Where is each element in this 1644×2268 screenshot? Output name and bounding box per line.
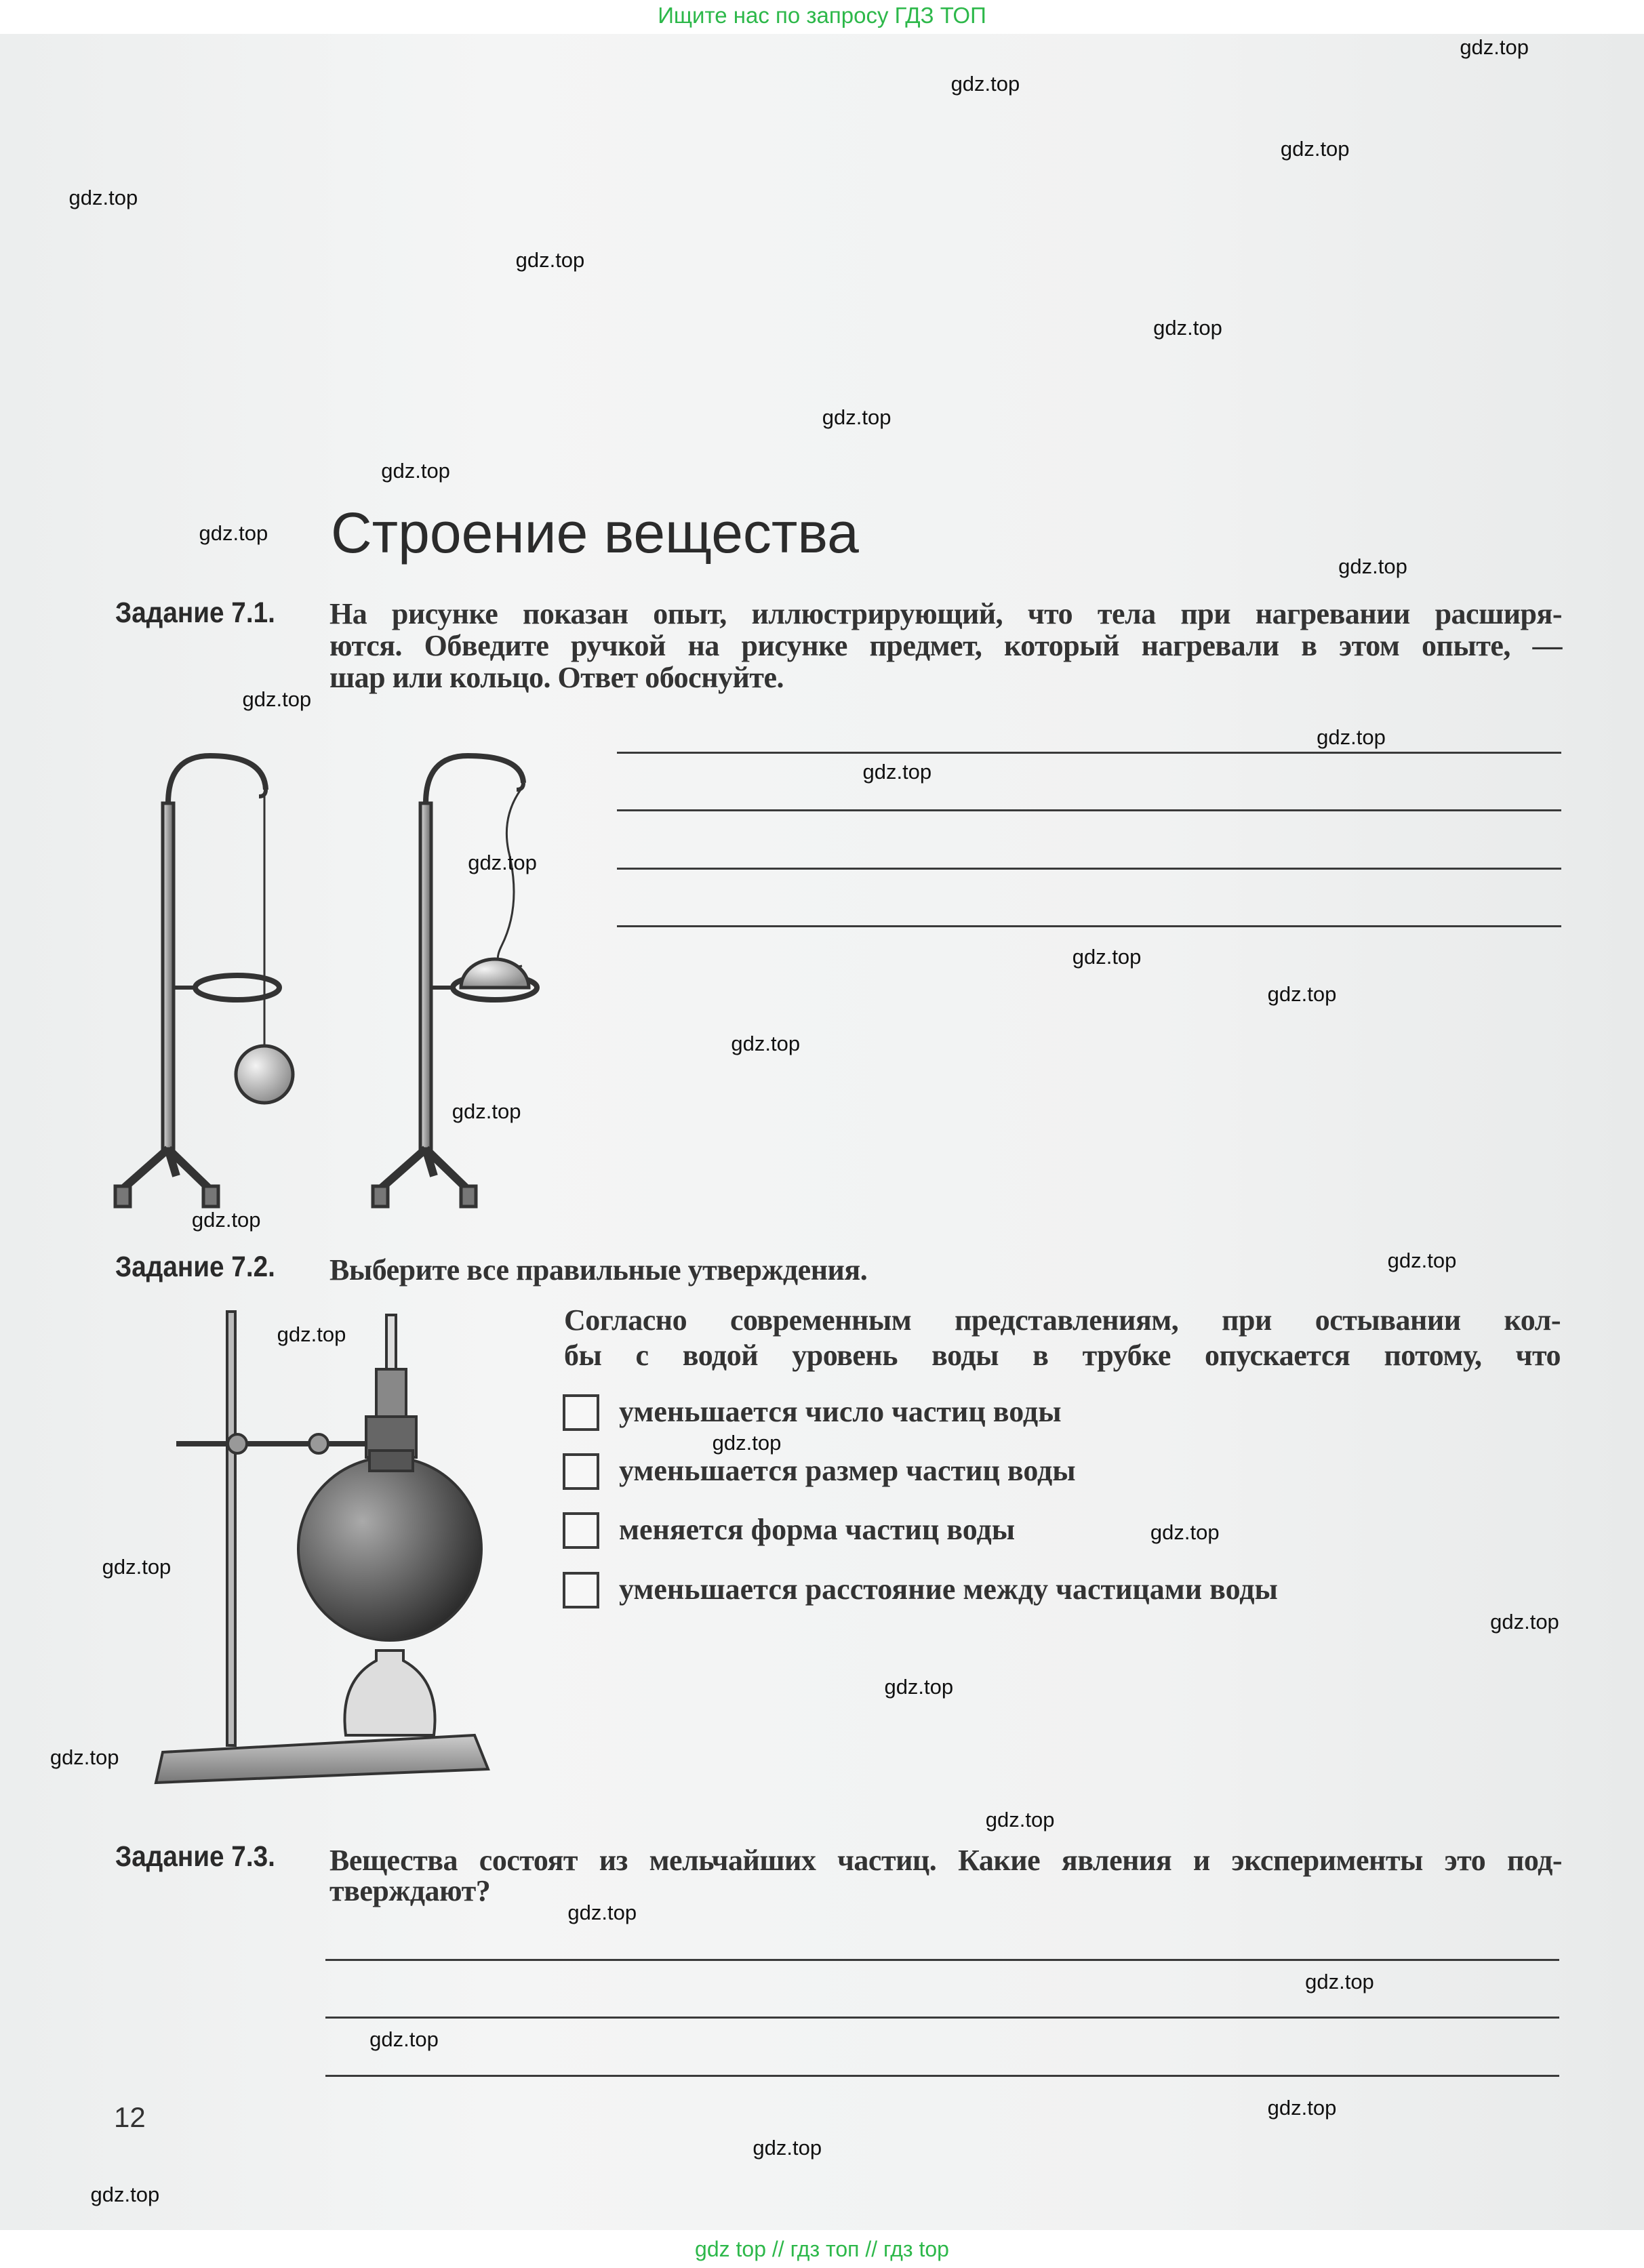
option-label: уменьшается расстояние между частицами воды	[619, 1573, 1278, 1606]
answer-line[interactable]	[325, 1959, 1559, 1961]
watermark-text: gdz.top	[1267, 982, 1337, 1007]
watermark-text: gdz.top	[753, 2136, 822, 2160]
watermark-text: gdz.top	[191, 1208, 261, 1232]
watermark-text: gdz.top	[862, 759, 932, 784]
watermark-text: gdz.top	[985, 1808, 1055, 1832]
watermark-text: gdz.top	[884, 1674, 954, 1699]
footer-links[interactable]	[0, 2230, 1644, 2266]
task-7-2-statement: бы с водой уровень воды в трубке опускается потому, что	[564, 1339, 1561, 1372]
option-checkbox[interactable]	[563, 1512, 599, 1549]
watermark-text: gdz.top	[102, 1554, 172, 1579]
ball-and-ring-illustration	[108, 742, 597, 1217]
task-7-1-line: ются. Обведите ручкой на рисунке предмет, который нагревали в этом опыте, —	[329, 629, 1562, 662]
watermark-text: gdz.top	[242, 687, 312, 712]
task-7-2-label: Задание 7.2.	[115, 1251, 275, 1283]
watermark-text: gdz.top	[712, 1430, 782, 1455]
watermark-text: gdz.top	[90, 2182, 160, 2206]
task-7-2-statement: Согласно современным представлениям, при остывании кол-	[564, 1303, 1561, 1337]
watermark-text: gdz.top	[369, 2027, 439, 2052]
task-7-2-instruction: Выберите все правильные утверждения.	[329, 1253, 868, 1287]
task-7-3-line: Вещества состоят из мельчайших частиц. Какие явления и эксперименты это под-	[329, 1844, 1562, 1877]
footer-text: gdz top // гдз топ // гдз top	[695, 2237, 949, 2261]
watermark-text: gdz.top	[1387, 1248, 1457, 1272]
watermark-text: gdz.top	[1267, 2095, 1337, 2120]
option-label: меняется форма частиц воды	[619, 1513, 1016, 1546]
watermark-text: gdz.top	[1490, 1610, 1559, 1634]
answer-line[interactable]	[617, 925, 1561, 927]
watermark-text: gdz.top	[950, 71, 1020, 96]
option-label: уменьшается размер частиц воды	[619, 1454, 1076, 1487]
watermark-text: gdz.top	[381, 459, 450, 483]
watermark-text: gdz.top	[1153, 316, 1222, 340]
watermark-text: gdz.top	[731, 1031, 801, 1055]
watermark-text: gdz.top	[277, 1322, 346, 1346]
stand-with-ball-hanging	[115, 756, 293, 1207]
watermark-text: gdz.top	[452, 1099, 521, 1124]
option-checkbox[interactable]	[563, 1453, 599, 1490]
answer-line[interactable]	[617, 809, 1561, 811]
task-7-1-line: шар или кольцо. Ответ обоснуйте.	[329, 661, 784, 694]
option-checkbox[interactable]	[563, 1394, 599, 1431]
task-7-3-line: тверждают?	[329, 1874, 491, 1907]
page-number: 12	[114, 2101, 146, 2133]
section-title: Строение вещества	[331, 501, 859, 565]
banner-text: Ищите нас по запросу ГДЗ ТОП	[658, 3, 986, 28]
watermark-text: gdz.top	[49, 1745, 119, 1770]
answer-line[interactable]	[617, 868, 1561, 870]
task-7-1-label: Задание 7.1.	[115, 596, 275, 629]
stand-with-heated-ball	[373, 756, 537, 1207]
task-7-1-line: На рисунке показан опыт, иллюстрирующий, что тела при нагревании расширя-	[329, 597, 1562, 630]
watermark-text: gdz.top	[822, 405, 891, 430]
watermark-text: gdz.top	[515, 247, 585, 272]
top-banner[interactable]	[0, 0, 1644, 34]
watermark-text: gdz.top	[567, 1900, 637, 1924]
watermark-text: gdz.top	[1072, 944, 1142, 969]
watermark-text: gdz.top	[1280, 136, 1350, 161]
watermark-text: gdz.top	[1305, 1970, 1374, 1994]
answer-line[interactable]	[617, 752, 1561, 754]
task-7-3-label: Задание 7.3.	[115, 1840, 275, 1873]
option-label: уменьшается число частиц воды	[619, 1395, 1062, 1428]
watermark-text: gdz.top	[199, 521, 268, 545]
watermark-text: gdz.top	[1338, 554, 1407, 579]
answer-line[interactable]	[325, 2075, 1559, 2077]
watermark-text: gdz.top	[1317, 725, 1386, 749]
watermark-text: gdz.top	[468, 851, 537, 875]
option-checkbox[interactable]	[563, 1572, 599, 1608]
watermark-text: gdz.top	[68, 186, 138, 210]
watermark-text: gdz.top	[1150, 1520, 1220, 1544]
answer-line[interactable]	[325, 2017, 1559, 2019]
flask-on-stand-illustration	[149, 1301, 502, 1789]
watermark-text: gdz.top	[1460, 35, 1529, 60]
